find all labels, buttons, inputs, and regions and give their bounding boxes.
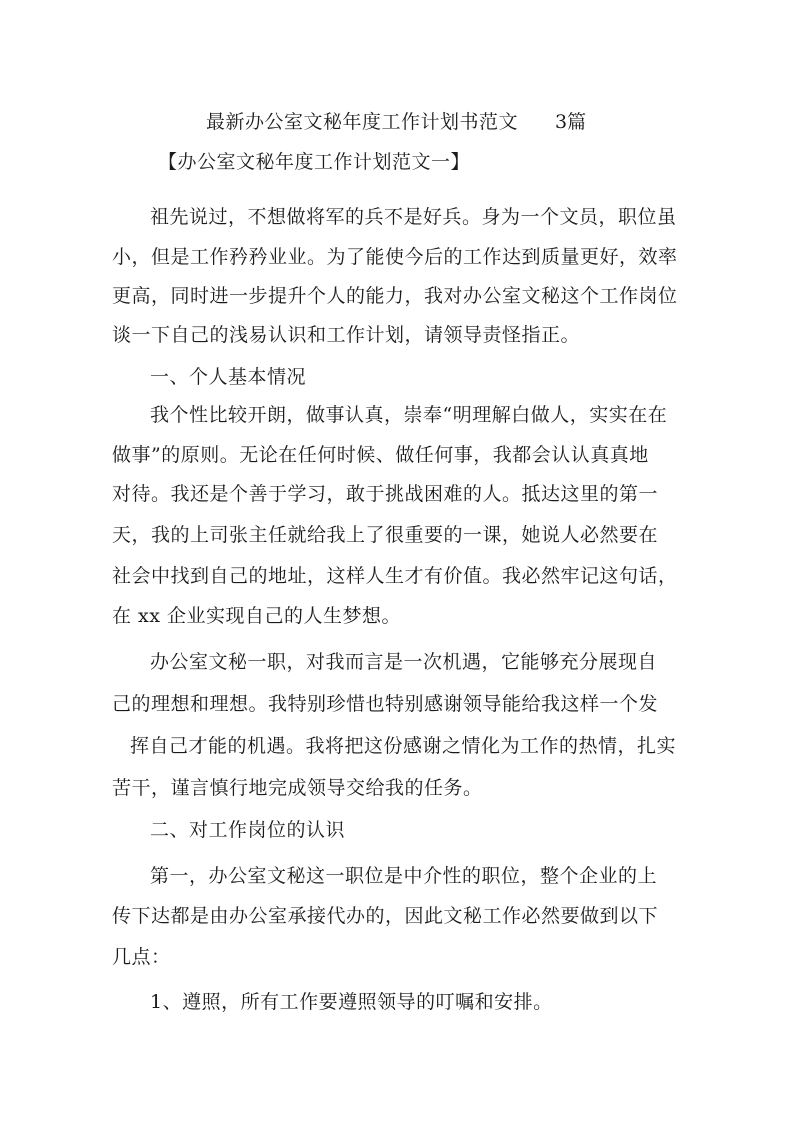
paragraph-line: 小，但是工作矜矜业业。为了能使今后的工作达到质量更好，效率 xyxy=(112,246,678,268)
paragraph-line: 几点： xyxy=(112,946,171,968)
paragraph-line: 天，我的上司张主任就给我上了很重要的一课，她说人必然要在 xyxy=(112,524,659,546)
paragraph-line: 己的理想和理想。我特别珍惜也特别感谢领导能给我这样一个发 xyxy=(112,693,659,715)
paragraph-line: 传下达都是由办公室承接代办的，因此文秘工作必然要做到以下 xyxy=(112,905,659,927)
subheading: 一、个人基本情况 xyxy=(150,366,307,388)
document-title: 最新办公室文秘年度工作计划书范文 xyxy=(206,111,519,133)
list-item: 1、遵照，所有工作要遵照领导的叮嘱和安排。 xyxy=(150,991,553,1013)
paragraph-line: 社会中找到自己的地址，这样人生才有价值。我必然牢记这句话， xyxy=(112,565,678,587)
section-heading: 【办公室文秘年度工作计划范文一】 xyxy=(158,151,471,173)
paragraph-line: 我个性比较开朗，做事认真，崇奉“明理解白做人，实实在在 xyxy=(150,404,668,426)
paragraph-line: 谈一下自己的浅易认识和工作计划，请领导责怪指正。 xyxy=(112,324,581,346)
paragraph-line: 在 xx 企业实现自己的人生梦想。 xyxy=(112,605,402,627)
paragraph-line: 第一，办公室文秘这一职位是中介性的职位，整个企业的上 xyxy=(150,865,658,887)
paragraph-line: 苦干，谨言慎行地完成领导交给我的任务。 xyxy=(112,777,483,799)
paragraph-line: 做事”的原则。无论在任何时候、做任何事，我都会认认真真地 xyxy=(112,444,649,466)
subheading: 二、对工作岗位的认识 xyxy=(150,819,346,841)
paragraph-line: 祖先说过，不想做将军的兵不是好兵。身为一个文员，职位虽 xyxy=(150,206,677,228)
paragraph-line: 对待。我还是个善于学习，敢于挑战困难的人。抵达这里的第一 xyxy=(112,483,659,505)
paragraph-line: 办公室文秘一职，对我而言是一次机遇，它能够充分展现自 xyxy=(150,651,658,673)
document-title-count: 3篇 xyxy=(555,111,587,133)
paragraph-line: 更高，同时进一步提升个人的能力，我对办公室文秘这个工作岗位 xyxy=(112,285,678,307)
paragraph-line: 挥自己才能的机遇。我将把这份感谢之情化为工作的热情，扎实 xyxy=(130,735,677,757)
